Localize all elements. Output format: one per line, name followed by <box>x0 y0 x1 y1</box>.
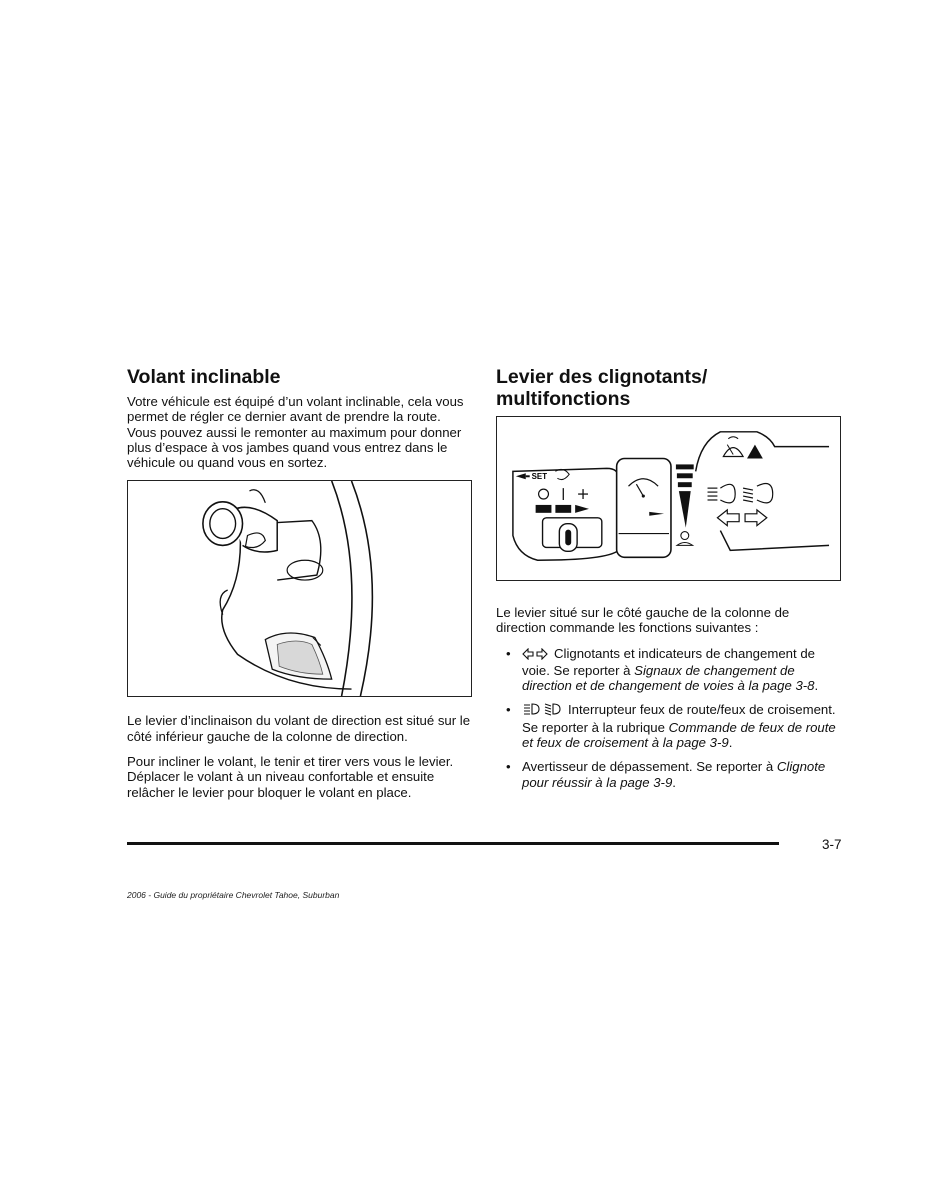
tilt-lever-location: Le levier d’inclinaison du volant de direction est situé sur le côté inférieur gauche de la colonne de direction. <box>127 713 471 744</box>
tilt-lever-drawing <box>128 481 471 696</box>
bullet-icon: • <box>506 759 511 775</box>
right-column <box>496 366 841 799</box>
left-turn-arrow-icon <box>717 510 739 526</box>
wiper-washer-icon <box>723 437 743 457</box>
section-title-tilt-wheel: Volant inclinable <box>127 366 281 388</box>
multifunction-lever-drawing <box>497 417 840 580</box>
title-line-2: multifonctions <box>496 388 631 410</box>
page-footer: 2006 - Guide du propriétaire Chevrolet Tahoe, Suburban <box>127 890 340 900</box>
title-line-1: Levier des clignotants/ <box>496 366 708 388</box>
tilt-wheel-intro: Votre véhicule est équipé d’un volant inclinable, cela vous permet de régler ce dernier avant de prendre la route. Vous pouvez aussi le remonter au maximum pour donner plus d’espace à vos jambes quand vous entrez dans le véhicule ou quand vous en sortez. <box>127 394 464 471</box>
right-turn-arrow-icon <box>745 510 767 526</box>
cross-reference[interactable]: Commande de feux de route et feux de croisement à la page 3-9 <box>522 719 836 751</box>
turn-arrows-icon <box>522 648 548 663</box>
list-item: • Clignotants et indicateurs de changement de voie. Se reporter à Signaux de changement de direction et de changement de voies à la page 3-8. <box>506 645 819 694</box>
low-beam-icon <box>743 484 773 503</box>
hazard-triangle-icon <box>747 445 763 459</box>
cross-reference[interactable]: Signaux de changement de direction et de changement de voies à la page 3-8 <box>522 662 815 694</box>
bullet-icon: • <box>506 645 511 661</box>
high-beam-icon <box>708 484 736 503</box>
page-rule <box>127 842 779 845</box>
page-number: 3-7 <box>822 837 842 852</box>
tilt-wheel-instructions: Pour incliner le volant, le tenir et tirer vers vous le levier. Déplacer le volant à un niveau confortable et ensuite relâcher le levier pour bloquer le volant en place. <box>127 754 454 800</box>
multifunction-lever-illustration <box>496 416 841 581</box>
headlamp-beam-icon <box>522 702 562 719</box>
bullet-icon: • <box>506 702 511 718</box>
multifunction-lever-intro: Le levier situé sur le côté gauche de la colonne de direction commande les fonctions suivantes : <box>496 605 790 636</box>
lever-functions-list <box>496 646 841 790</box>
set-label: SET <box>531 472 548 482</box>
list-item: • Avertisseur de dépassement. Se reporter à Clignote pour réussir à la page 3-9. <box>506 759 826 790</box>
list-item: • Interrupteur feux de route/feux de croisement. Se reporter à la rubrique Commande de feux de route et feux de croisement à la page 3-9. <box>506 702 836 751</box>
section-title-multifunction-lever <box>496 366 841 410</box>
left-column <box>127 366 472 810</box>
tilt-lever-illustration <box>127 480 472 697</box>
cross-reference[interactable]: Clignote pour réussir à la page 3-9 <box>522 759 826 790</box>
